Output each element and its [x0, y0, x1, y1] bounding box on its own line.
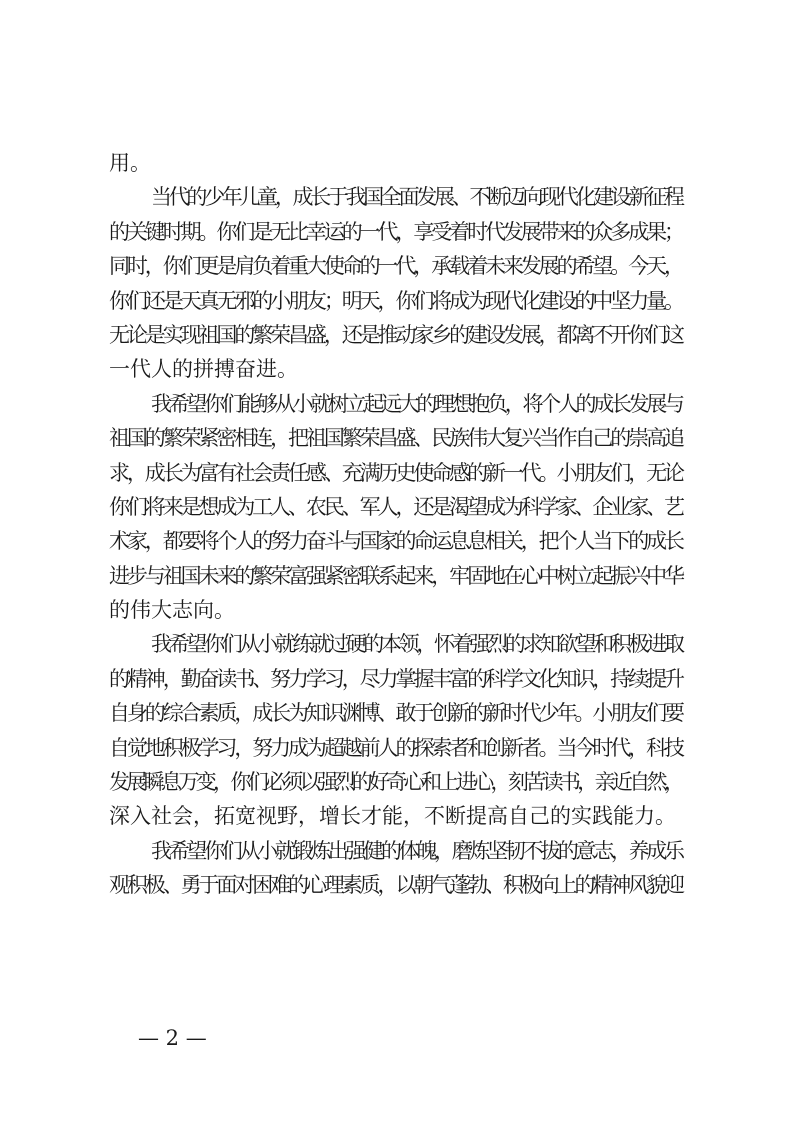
text-line: 的伟大志向。	[109, 598, 235, 623]
page-number: — 2 —	[138, 1026, 207, 1050]
text-line: 祖国的繁荣紧密相连，把祖国繁荣昌盛、民族伟大复兴当作自己的崇高追	[109, 426, 682, 451]
text-line: 自觉地积极学习，努力成为超越前人的探索者和创新者。当今时代，科技	[109, 735, 682, 760]
text-line: 我希望你们从小就锻炼出强健的体魄，磨炼坚韧不拔的意志，养成乐	[151, 838, 682, 863]
text-line: 当代的少年儿童，成长于我国全面发展、不断迈向现代化建设新征程	[151, 185, 682, 210]
text-line: 观积极、勇于面对困难的心理素质，以朝气蓬勃、积极向上的精神风貌迎	[109, 873, 682, 898]
text-line: 发展瞬息万变，你们必须以强烈的好奇心和上进心，刻苦读书，亲近自然，	[109, 770, 682, 795]
text-line: 进步与祖国未来的繁荣富强紧密联系起来，牢固地在心中树立起振兴中华	[109, 563, 682, 588]
text-line: 用。	[109, 151, 151, 175]
text-line: 你们还是天真无邪的小朋友；明天，你们将成为现代化建设的中坚力量。	[109, 288, 682, 313]
text-line: 你们将来是想成为工人、农民、军人，还是渴望成为科学家、企业家、艺	[109, 494, 682, 519]
text-line: 一代人的拼搏奋进。	[109, 357, 298, 382]
text-line: 求，成长为富有社会责任感、充满历史使命感的新一代。小朋友们，无论	[109, 460, 682, 485]
text-line: 无论是实现祖国的繁荣昌盛，还是推动家乡的建设发展，都离不开你们这	[109, 322, 682, 347]
text-line: 同时，你们更是肩负着重大使命的一代，承载着未来发展的希望。今天，	[109, 254, 682, 279]
text-line: 深入社会，拓宽视野，增长才能，不断提高自己的实践能力。	[109, 804, 676, 829]
text-line: 我希望你们能够从小就树立起远大的理想抱负，将个人的成长发展与	[151, 391, 682, 416]
text-line: 我希望你们从小就练就过硬的本领，怀着强烈的求知欲望和积极进取	[151, 632, 682, 657]
text-line: 的关键时期。你们是无比幸运的一代，享受着时代发展带来的众多成果；	[109, 219, 682, 244]
text-line: 术家，都要将个人的努力奋斗与国家的命运息息相关，把个人当下的成长	[109, 529, 682, 554]
text-line: 自身的综合素质，成长为知识渊博、敢于创新的新时代少年。小朋友们要	[109, 701, 682, 726]
body-text	[109, 146, 685, 903]
text-line: 的精神，勤奋读书、努力学习，尽力掌握丰富的科学文化知识，持续提升	[109, 666, 682, 691]
